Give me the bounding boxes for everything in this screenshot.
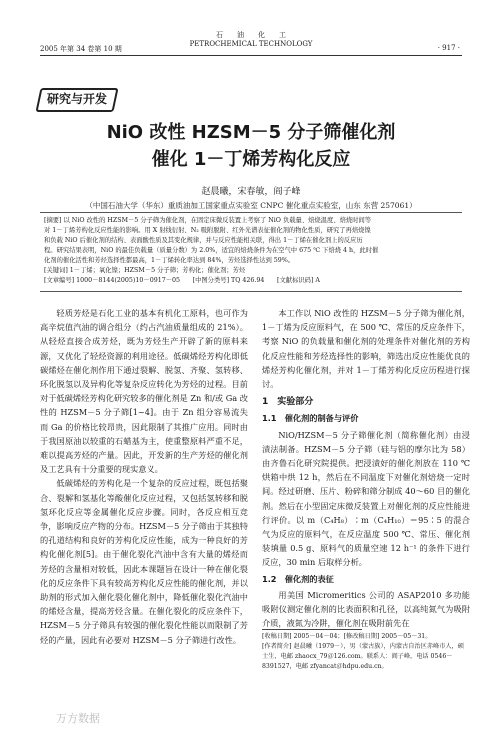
- body-paragraph: 本工作以 NiO 改性的 HZSM－5 分子筛为催化剂，1－丁烯为反应原料气，在 500 ℃、常压的反应条件下，考察 NiO 的负载量和催化剂的处理条件对催化剂的芳构化反应性能和芳烃选择性的影响，筛选出反应性能优良的烯烃芳构化催化剂，并对 1－丁烯芳构化反应历程进行探讨。: [262, 308, 470, 390]
- footnote-author-info: [作者简介] 赵晨曦（1979－），男（蒙古族），内蒙古自治区赤峰市人，硕士生，电邮 zhaocx_79＠126.com。联系人：阎子峰，电话 0546－8391527，电邮 zfyancat＠hdpu.edu.cn。: [262, 643, 464, 670]
- footnote-rule: [262, 629, 362, 630]
- right-column: [262, 306, 470, 630]
- article-title-line2: 催化 1－丁烯芳构化反应: [151, 149, 351, 170]
- body-paragraph: 轻质芳烃是石化工业的基本有机化工原料，也可作为高辛烷值汽油的调合组分（约占汽油质量组成的 21%）。从轻烃直接合成芳烃，既为芳烃生产开辟了新的原料来源，又优化了轻烃资源的利用途径。低碳烯烃芳构化即低碳烯烃在催化剂作用下通过裂解、脱氢、齐聚、氢转移、环化脱氢以及异构化等复杂反应转化为芳烃的过程。目前对于低碳烯烃芳构化研究较多的催化剂是 Zn 和/或 Ga 改性的 HZSM－5 分子筛[1~4]。由于 Zn 组分容易流失而 Ga 的价格比较昂贵，因此限制了其推广应用。同时由于我国原油以较重的石蜡基为主，使重整原料严重不足，难以提高芳烃的产量。因此，开发新的生产芳烃的催化剂及工艺具有十分重要的现实意义。: [40, 308, 248, 475]
- abstract-line: 程。研究结果表明，NiO 的最佳负载量（质量分数）为 2.0%，适宜的焙烧条件为在空气中 675 ℃ 下焙烧 4 h，此时催: [44, 247, 379, 254]
- footnote: [262, 632, 470, 672]
- issue-info: 2005 年第 34 卷第 10 期: [40, 45, 122, 53]
- footnote-dates: [收稿日期] 2005－04－04；[修改稿日期] 2005－05－31。: [262, 633, 432, 640]
- journal-name-cn: 石 油 化 工: [216, 31, 286, 39]
- subsection-heading: 1.1 催化剂的制备与评价: [262, 413, 359, 424]
- abstract-line: 和负载 NiO 后催化剂的结构、表面酸性质及其变化规律，并与反应性能相关联，得出 1－丁烯在催化剂上的反应历: [44, 237, 363, 244]
- subsection-heading: 1.2 催化剂的表征: [262, 573, 334, 584]
- abstract-line: 对 1－丁烯芳构化反应性能的影响。用 X 射线衍射、N₂ 吸附脱附、红外光谱表征催化剂的物化性质，研究了再焙烧镍: [44, 227, 371, 234]
- section-heading: 1 实验部分: [262, 397, 314, 408]
- article-title-line1: NiO 改性 HZSM－5 分子筛催化剂: [106, 122, 396, 143]
- journal-name-en: PETROCHEMICAL TECHNOLOGY: [189, 40, 313, 48]
- left-column: [40, 306, 248, 647]
- body-paragraph: 用美国 Micromeritics 公司的 ASAP2010 多功能吸附仪测定催化剂的比表面积和孔径，以高纯氮气为吸附介质，液氮为冷阱，催化剂在吸附前先在: [262, 589, 470, 629]
- abstract-top-rule: [40, 212, 462, 213]
- abstract-block: [44, 216, 460, 286]
- article-meta: [文章编号] 1000－8144(2005)10－0917－05 [中图分类号] TQ 426.94 [文献标识码] A: [44, 277, 320, 284]
- abstract-bottom-rule: [40, 291, 462, 292]
- keywords: [关键词] 1－丁烯；氧化镍；HZSM－5 分子筛；芳构化；催化剂；芳烃: [44, 267, 246, 274]
- body-paragraph: 低碳烯烃的芳构化是一个复杂的反应过程，既包括聚合、裂解和氢基化等酸催化反应过程，又包括氢转移和脱氢环化反应等金属催化反应步骤。同时，各反应相互竞争，影响反应产物的分布。HZSM－5 分子筛由于其独特的孔道结构和良好的芳构化反应性能，成为一种良好的芳构化催化剂[5]。由于催化裂化汽油中含有大量的烯烃而芳烃的含量相对较低，因此本课题旨在设计一种在催化裂化的反应条件下具有较高芳构化反应性能的催化剂，并以助剂的形式加入催化裂化催化剂中，降低催化裂化汽油中的烯烃含量，提高芳烃含量。在催化裂化的反应条件下，HZSM－5 分子筛具有较强的催化裂化性能以而限制了芳烃的产量，因此有必要对 HZSM－5 分子筛进行改性。: [40, 478, 248, 645]
- section-tag-label: 研究与开发: [46, 92, 107, 106]
- affiliation: （中国石油大学（华东）重质油加工国家重点实验室 CNPC 催化重点实验室，山东 东营 257061）: [85, 201, 417, 210]
- body-paragraph: NiO/HZSM－5 分子筛催化剂（简称催化剂）由浸渍法制备。HZSM－5 分子筛（硅与铝的摩尔比为 58）由齐鲁石化研究院提供。把浸渍好的催化剂放在 110 ℃ 烘箱中烘 12 h，然后在不同温度下对催化剂焙烧一定时间。经过研磨、压片、粉碎和筛分制成 40～60 目的催化剂。然后在小型固定床微反装置上对催化剂的反应性能进行评价。以 m（C₄H₈）∶m（C₄H₁₀）＝95∶5 的混合气为反应的原料气，在反应温度 500 ℃、常压、催化剂装填量 0.5 g、原料气的质量空速 12 h⁻¹ 的条件下进行反应，30 min 后取样分析。: [262, 429, 470, 568]
- page-number: · 917 ·: [437, 44, 460, 52]
- section-tag: [38, 88, 112, 110]
- authors: 赵晨曦，宋春敏，阎子峰: [201, 187, 301, 197]
- abstract-line: [摘要] 以 NiO 改性的 HZSM－5 分子筛为催化剂，在固定床微反装置上考察了 NiO 负载量、焙烧温度、焙烧时间等: [44, 217, 372, 224]
- watermark: 万方数据: [56, 712, 100, 725]
- header-divider: [40, 55, 462, 56]
- abstract-line: 化剂的催化活性和芳烃选择性都最高，1－丁烯转化率达到 84%，芳烃选择性达到 59%。: [44, 257, 295, 264]
